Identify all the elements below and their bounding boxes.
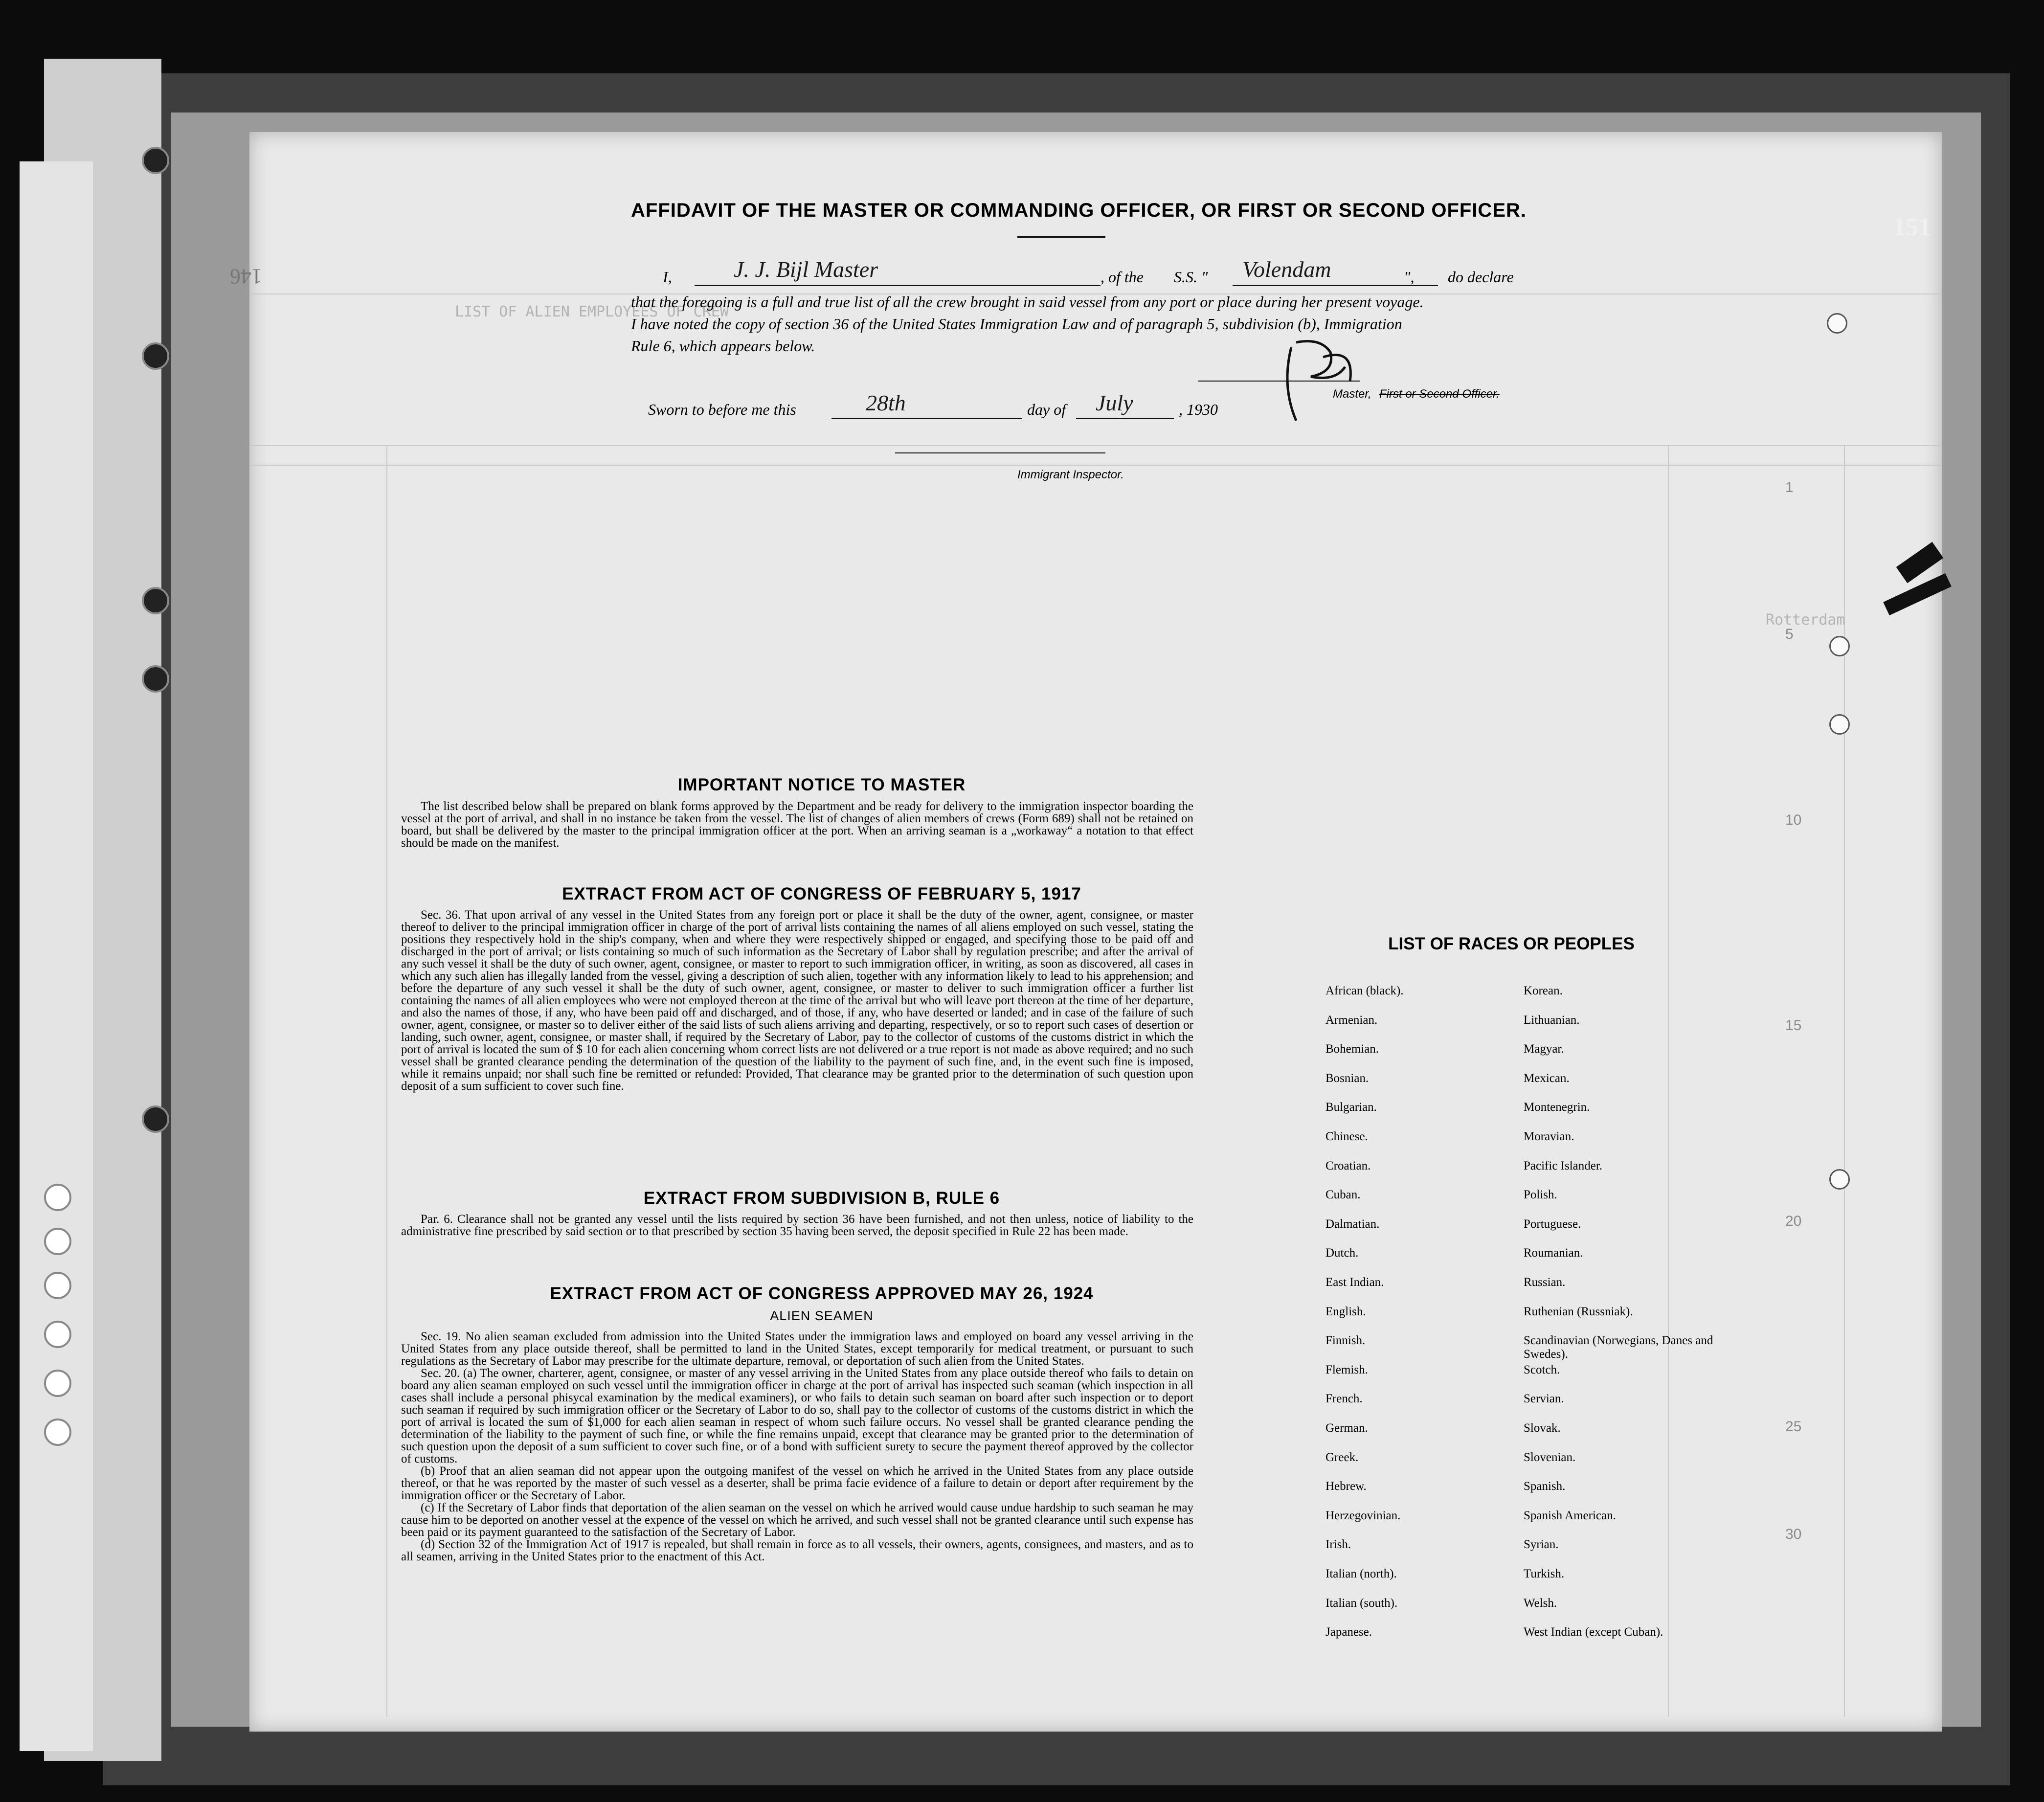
day-line <box>831 418 1022 419</box>
stacked-sheets-front <box>20 161 93 1751</box>
notice-text: The list described below shall be prepared on blank forms approved by the Department and be ready for delivery to the immigration inspector boarding the vessel at the port of arrival, and shall in no instance be taken from the vessel. The list of changes of alien members of crews (Form 689) shall not be retained on board, but shall be delivered by the master to the principal immigration officer at the port. When an arriving seaman is a „workaway“ a notation to that effect should be made on the manifest. <box>401 800 1193 850</box>
race-item: East Indian. <box>1325 1276 1384 1289</box>
affidavit-close-quote: ", <box>1404 268 1415 286</box>
extract-1924-title: EXTRACT FROM ACT OF CONGRESS APPROVED MAY 26, 1924 <box>550 1284 1094 1303</box>
race-item: Spanish American. <box>1524 1509 1616 1522</box>
binding-hole <box>44 1321 71 1348</box>
binding-hole <box>44 1272 71 1299</box>
sworn-text: Sworn to before me this <box>648 401 796 418</box>
race-item: Spanish. <box>1524 1480 1566 1493</box>
race-item: Roumanian. <box>1524 1246 1583 1260</box>
master-label: Master, <box>1333 387 1371 401</box>
sworn-year: , 1930 <box>1179 401 1218 418</box>
race-item: German. <box>1325 1421 1368 1435</box>
race-item: Pacific Islander. <box>1524 1159 1603 1172</box>
affidavit-do-declare: do declare <box>1448 268 1514 286</box>
extract-1917-title: EXTRACT FROM ACT OF CONGRESS OF FEBRUARY 5, 1917 <box>562 884 1081 903</box>
race-item: Slovenian. <box>1524 1450 1576 1464</box>
race-item: Scotch. <box>1524 1363 1560 1376</box>
race-item: Italian (north). <box>1325 1567 1397 1580</box>
binding-hole <box>142 1105 169 1133</box>
race-item: French. <box>1325 1392 1363 1406</box>
race-item: Mexican. <box>1524 1071 1570 1085</box>
subdivision-b-title: EXTRACT FROM SUBDIVISION B, RULE 6 <box>643 1189 1000 1208</box>
ghost-form-text: LIST OF ALIEN EMPLOYEES OF CREW <box>455 303 729 320</box>
race-item: Welsh. <box>1524 1596 1557 1610</box>
extract-1924-text: Sec. 19. No alien seaman excluded from admission into the United States under the immigration laws and employed on board any vessel arriving in the United States from any place outside thereof, shall be permitted to land in the United States, except temporarily for medical treatment, or pursuant to such regulations as the Secretary of Labor may prescribe for the ultimate departure, removal, or deportation of such alien from the United States. Sec. 20. (a) The owner, charterer, agent, consignee, or master of any vessel arriving in the United States from any place outside thereof who fails to detain on board any alien seaman employed on such vessel until the immigration officer in charge at the port of arrival has inspected such seaman (which inspection in all cases shall include a personal phisycal examination by the medical examiners), or who fails to detain such seaman on board after such inspection or to deport such seaman if required by such immigration officer or the Secretary of Labor to do so, shall pay to the collector of customs of the customs district in which the port of arrival is located the sum of $1,000 for each alien seaman in respect of whom such failure occurs. No vessel shall be granted clearance pending the determination of the liability to the payment of such fine, or while the fine remains unpaid, except that clearance may be granted prior to the determination of such question upon the deposit of a sum sufficient to cover such fine, or of a bond with sufficient surety to secure the payment thereof approved by the collector of customs. (b) Proof that an alien seaman did not appear upon the outgoing manifest of the vessel on which he arrived in the United States from any place outside thereof, or that he was reported by the master of such vessel as a deserter, shall be prima facie evidence of a failure to detain or deport after requirement by the immigration officer or the Secretary of Labor. (c) If the Secretary of Labor finds that deportation of the alien seaman on the vessel on which he arrived would cause undue hardship to such seaman he may cause him to be deported on another vessel at the expence of the vessel on which he arrived, and such vessel shall not be granted clearance until such expense has been paid or its payment guaranteed to the satisfaction of the Secretary of Labor. (d) Section 32 of the Immigration Act of 1917 is repealed, but shall remain in force as to all vessels, their owners, agents, consignees, and masters, and as to all seamen, arriving in the United States prior to the enactment of this Act. <box>401 1330 1193 1563</box>
race-item: Croatian. <box>1325 1159 1371 1172</box>
binding-hole <box>142 665 169 693</box>
struck-officer-label: First or Second Officer. <box>1379 387 1500 401</box>
sworn-day-handwritten: 28th <box>866 390 906 415</box>
race-item: Bulgarian. <box>1325 1101 1377 1114</box>
binding-hole <box>44 1370 71 1397</box>
name-line <box>695 285 1101 286</box>
race-item: Polish. <box>1524 1188 1557 1202</box>
race-item: Dalmatian. <box>1325 1217 1380 1231</box>
binding-hole <box>44 1419 71 1446</box>
race-item: Dutch. <box>1325 1246 1359 1260</box>
affidavit-i: I, <box>663 268 672 286</box>
race-item: Russian. <box>1524 1276 1566 1289</box>
race-item: Ruthenian (Russniak). <box>1524 1305 1633 1318</box>
affidavit-title: AFFIDAVIT OF THE MASTER OR COMMANDING OFFICER, OR FIRST OR SECOND OFFICER. <box>631 200 1527 221</box>
binding-hole <box>44 1184 71 1211</box>
extract-1917-text: Sec. 36. That upon arrival of any vessel in the United States from any foreign port or place it shall be the duty of the owner, agent, consignee, or master thereof to deliver to the principal immigration officer in charge of the port of arrival lists containing the names of all aliens employed on such vessel, stating the positions they respectively hold in the ship's company, when and where they were respectively shipped or engaged, and specifying those to be paid off and discharged in the port of arrival; or lists containing so much of such information as the Secretary of Labor shall by regulation prescribe; and after the arrival of any such vessel it shall be the duty of such owner, agent, consignee, or master to report to such immigration officer, in writing, as soon as discovered, all cases in which any such alien has illegally landed from the vessel, giving a description of such alien, together with any information likely to lead to his apprehension; and before the departure of any such vessel it shall be the duty of such owner, agent, consignee, or master to deliver to such immigration officer a further list containing the names of all alien employees who were not employed thereon at the time of the arrival but who will leave port thereon at the time of her departure, and also the names of those, if any, who have been paid off and discharged, and of those, if any, who have deserted or landed; and in case of the failure of such owner, agent, consignee, or master so to deliver either of the said lists of such aliens arriving and departing, respectively, or so to report such cases of desertion or landing, such owner, agent, consignee, or master shall, if required by the Secretary of Labor, pay to the collector of customs of the customs district in which the port of arrival is located the sum of $ 10 for each alien concerning whom correct lists are not delivered or a true report is not made as above required; and no such vessel shall be granted clearance pending the determination of the question of the liability to the payment of such fine, and, in the event such fine is imposed, while it remains unpaid; nor shall such fine be remitted or refunded: Provided, That clearance may be granted prior to the determination of such question upon deposit of a sum sufficient to cover such fine. <box>401 908 1193 1093</box>
affidavit-line-3: I have noted the copy of section 36 of the United States Immigration Law and of paragraph 5, subdivision (b), Immigration <box>631 315 1402 333</box>
race-item: Lithuanian. <box>1524 1013 1580 1027</box>
binding-hole <box>44 1228 71 1255</box>
race-item: Japanese. <box>1325 1625 1372 1639</box>
sheet-stamp: 146 <box>230 265 262 289</box>
race-item: Hebrew. <box>1325 1480 1367 1493</box>
race-item: Cuban. <box>1325 1188 1361 1202</box>
race-item: Flemish. <box>1325 1363 1368 1376</box>
race-item: Moravian. <box>1524 1130 1574 1143</box>
race-item: Armenian. <box>1325 1013 1378 1027</box>
race-item: Greek. <box>1325 1450 1359 1464</box>
punch-hole <box>1829 636 1850 656</box>
notice-title: IMPORTANT NOTICE TO MASTER <box>677 775 966 794</box>
race-item: Turkish. <box>1524 1567 1565 1580</box>
race-item: English. <box>1325 1305 1366 1318</box>
vessel-name-handwritten: Volendam <box>1242 257 1331 282</box>
binding-hole <box>142 342 169 370</box>
signature-line <box>1198 381 1360 382</box>
punch-hole <box>1829 1169 1850 1190</box>
title-rule <box>1017 236 1105 238</box>
affidavit-line-2: that the foregoing is a full and true list of all the crew brought in said vessel from any port or place during her present voyage. <box>631 293 1424 311</box>
affidavit-of-the: , of the <box>1101 268 1144 286</box>
month-line <box>1076 418 1174 419</box>
race-item: Herzegovinian. <box>1325 1509 1401 1522</box>
master-signature <box>1277 328 1365 426</box>
binding-hole <box>142 587 169 614</box>
race-item: West Indian (except Cuban). <box>1524 1625 1663 1639</box>
affidavit-ss: S.S. " <box>1174 268 1208 286</box>
race-item: Syrian. <box>1524 1538 1559 1552</box>
master-name-handwritten: J. J. Bijl Master <box>734 257 878 282</box>
punch-hole <box>1827 313 1847 334</box>
race-item: Korean. <box>1524 984 1563 997</box>
race-item: Chinese. <box>1325 1130 1368 1143</box>
race-item: Bohemian. <box>1325 1042 1379 1056</box>
race-item: Irish. <box>1325 1538 1351 1552</box>
race-item: Italian (south). <box>1325 1596 1398 1610</box>
race-item: African (black). <box>1325 984 1404 997</box>
ghost-form-text: Rotterdam <box>1766 611 1845 629</box>
binding-hole <box>142 147 169 174</box>
inspector-line <box>895 452 1105 453</box>
page-number: 151 <box>1893 213 1931 241</box>
races-title: LIST OF RACES OR PEOPLES <box>1388 934 1635 953</box>
race-item: Magyar. <box>1524 1042 1564 1056</box>
subdivision-b-text: Par. 6. Clearance shall not be granted any vessel until the lists required by section 36 have been furnished, and not then unless, notice of liability to the administrative fine prescribed by said section or to that prescribed by section 35 having been served, the deposit specified in Rule 22 has been made. <box>401 1213 1193 1238</box>
sworn-day-of: day of <box>1027 401 1066 418</box>
race-item: Portuguese. <box>1524 1217 1581 1231</box>
race-item: Servian. <box>1524 1392 1564 1406</box>
race-item: Slovak. <box>1524 1421 1561 1435</box>
punch-hole <box>1829 714 1850 735</box>
inspector-label: Immigrant Inspector. <box>1017 468 1124 481</box>
race-item: Bosnian. <box>1325 1071 1369 1085</box>
race-item: Montenegrin. <box>1524 1101 1590 1114</box>
race-item: Finnish. <box>1325 1334 1366 1348</box>
affidavit-line-4: Rule 6, which appears below. <box>631 337 815 355</box>
sworn-month-handwritten: July <box>1096 390 1133 415</box>
race-item: Scandinavian (Norwegians, Danes and Swedes). <box>1524 1334 1713 1361</box>
extract-1924-subtitle: ALIEN SEAMEN <box>770 1308 874 1323</box>
